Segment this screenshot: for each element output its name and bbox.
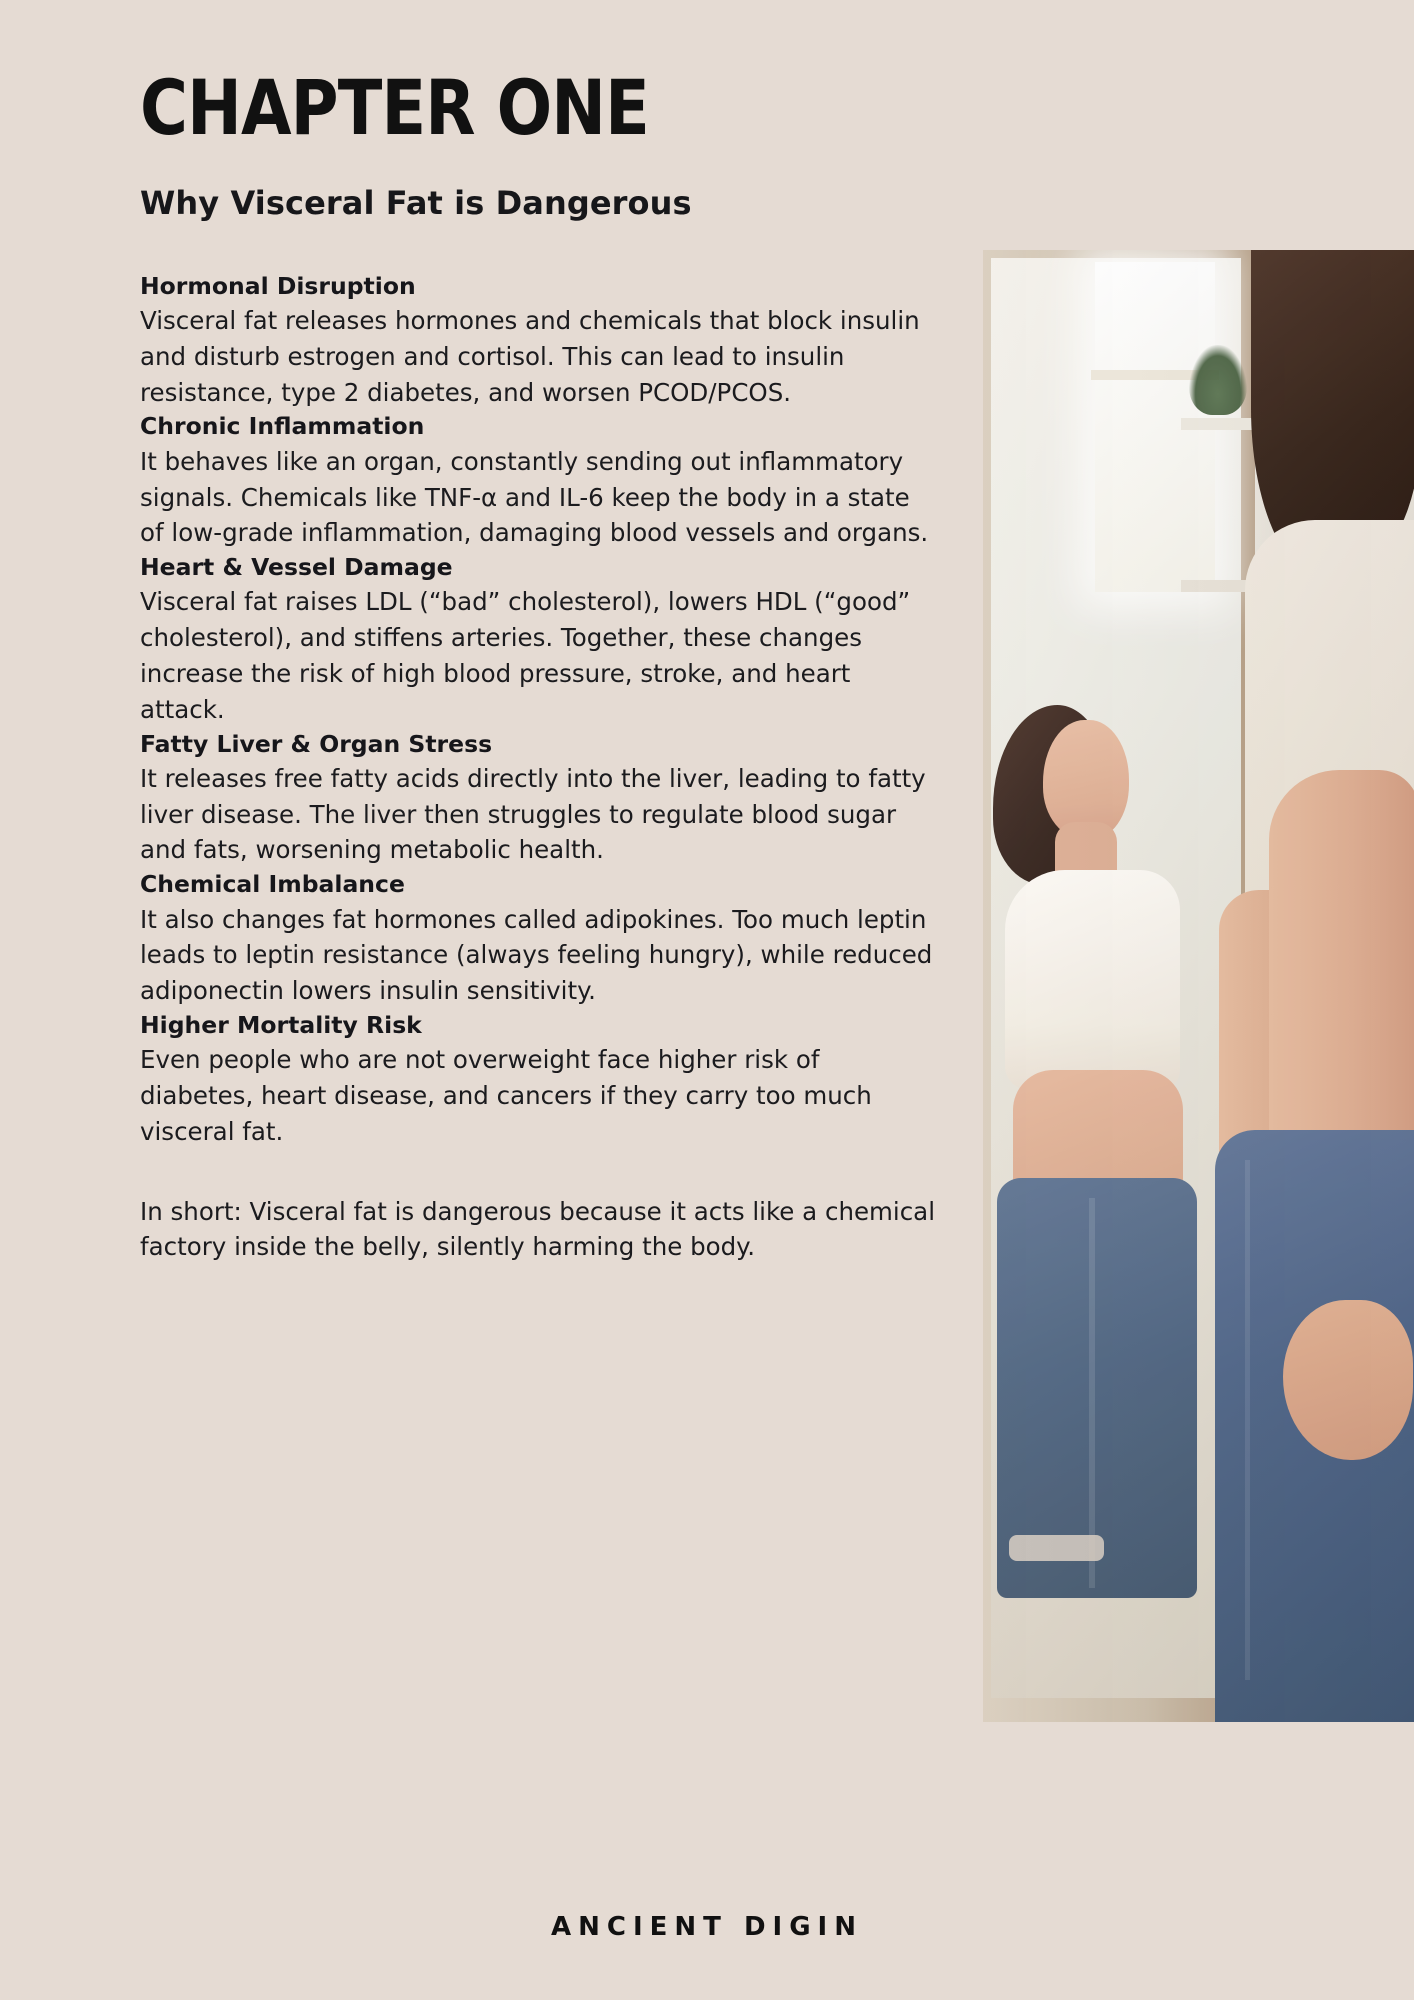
section-heading: Chronic Inflammation [140,412,425,441]
section-heading: Higher Mortality Risk [140,1010,422,1039]
section-heading: Chemical Imbalance [140,870,405,899]
page-subtitle: Why Visceral Fat is Dangerous [140,183,692,222]
plant-icon [1189,345,1247,415]
section-higher-mortality-risk [140,1009,940,1150]
closing-paragraph: In short: Visceral fat is dangerous because it acts like a chemical factory inside the belly, silently harming the body. [140,1196,936,1262]
section-text: Visceral fat releases hormones and chemicals that block insulin and disturb estrogen and cortisol. This can lead to insulin resistance, type 2 diabetes, and worsen PCOD/PCOS. [140,306,920,407]
shelf-upper [1181,418,1261,430]
section-text: It behaves like an organ, constantly sending out inflammatory signals. Chemicals like TNF-α and IL-6 keep the body in a state of low-grade inflammation, damaging blood vessels and organs. [140,446,929,548]
section-heading: Fatty Liver & Organ Stress [140,729,493,758]
section-chemical-imbalance [140,868,940,1009]
section-heading: Heart & Vessel Damage [140,553,453,582]
sections-list [140,270,940,1150]
section-heading: Hormonal Disruption [140,271,416,300]
section-text: It releases free fatty acids directly into the liver, leading to fatty liver disease. The liver then struggles to regulate blood sugar and fats, worsening metabolic health. [140,763,926,865]
reflection-white-top [1005,870,1180,1090]
section-text: It also changes fat hormones called adipokines. Too much leptin leads to leptin resistance (always feeling hungry), while reduced adiponectin lowers insulin sensitivity. [140,904,933,1006]
foreground-hand [1283,1300,1413,1460]
section-text: Even people who are not overweight face higher risk of diabetes, heart disease, and cancers if they carry too much visceral fat. [140,1045,872,1146]
section-chronic-inflammation [140,410,940,551]
mirror-photo [983,250,1414,1722]
text-column [140,0,940,1290]
section-heart-vessel-damage [140,551,940,727]
section-fatty-liver-organ-stress [140,728,940,869]
section-text: Visceral fat raises LDL (“bad” cholesterol), lowers HDL (“good” cholesterol), and stiffens arteries. Together, these changes increase the risk of high blood pressure, stroke, and heart attack. [140,587,911,724]
reflection-jeans-rip [1009,1535,1104,1561]
section-hormonal-disruption [140,270,940,411]
page-title: CHAPTER ONE [140,63,649,152]
footer-brand: ANCIENT DIGIN [551,1912,863,1942]
